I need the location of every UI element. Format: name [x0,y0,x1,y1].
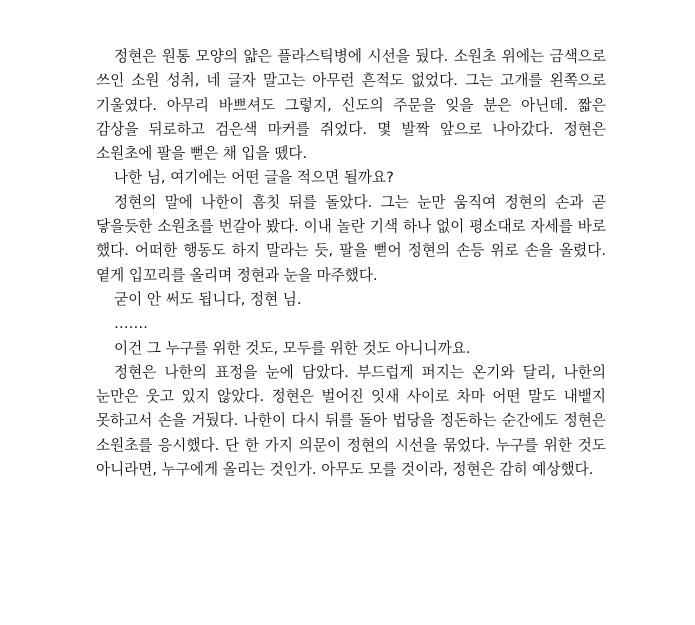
paragraph: 정현은 원통 모양의 얇은 플라스틱병에 시선을 뒀다. 소원초 위에는 금색으로 쓰인 소원 성취, 네 글자 말고는 아무런 흔적도 없었다. 그는 고개를 왼쪽으로 기울였다. 아무리 바쁘셔도 그렇지, 신도의 주문을 잊을 분은 아닌데. 짧은 감상을 뒤로하고 검은색 마커를 쥐었다. 몇 발짝 앞으로 나아갔다. 정현은 소원초에 팔을 뻗은 채 입을 뗐다. [96,48,606,163]
dialogue-line: 굳이 안 써도 됩니다, 정현 님. [114,290,302,308]
story-text [96,45,606,482]
paragraph: 정현은 나한의 표정을 눈에 담았다. 부드럽게 퍼지는 온기와 달리, 나한의 눈만은 웃고 있지 않았다. 정현은 벌어진 잇새 사이로 차마 어떤 말도 내뱉지 못하고서 손을 거뒀다. 나한이 다시 뒤를 돌아 법당을 정돈하는 순간에도 정현은 소원초를 응시했다. 단 한 가지 의문이 정현의 시선을 묶었다. 누구를 위한 것도 아니라면, 누구에게 올리는 것인가. 아무도 모를 것이라, 정현은 감히 예상했다. [96,363,606,479]
dialogue-line: ……. [114,315,148,333]
dialogue-line: 나한 님, 여기에는 어떤 글을 적으면 될까요? [114,169,394,187]
paragraph: 정현의 말에 나한이 흠칫 뒤를 돌았다. 그는 눈만 움직여 정현의 손과 곧 닿을듯한 소원초를 번갈아 봤다. 이내 놀란 기색 하나 없이 평소대로 자세를 바로 했다. 어떠한 행동도 하지 말라는 듯, 팔을 뻗어 정현의 손등 위로 손을 올렸다. 옅게 입꼬리를 올리며 정현과 눈을 마주했다. [96,193,606,284]
dialogue-line: 이건 그 누구를 위한 것도, 모두를 위한 것도 아니니까요. [114,339,471,357]
